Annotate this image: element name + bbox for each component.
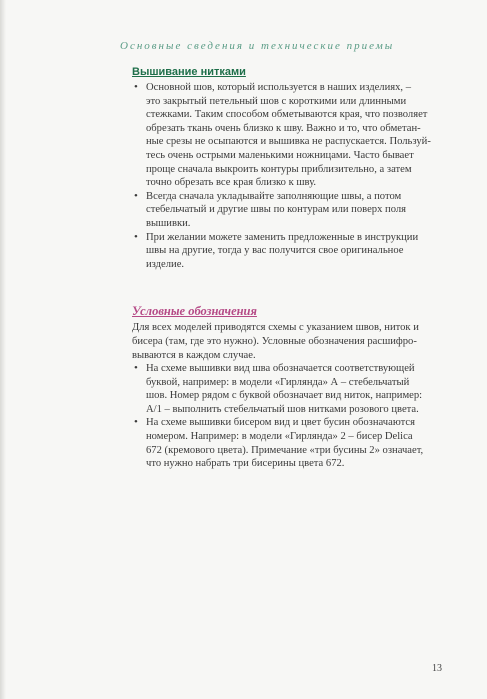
text-line: это закрытый петельный шов с короткими или длинными <box>146 95 407 107</box>
bullet-marker: • <box>134 189 138 202</box>
text-line: проще сначала выкроить контуры приблизительно, а затем <box>146 163 412 175</box>
text-line: вышивки. <box>146 217 191 229</box>
text-line: На схеме вышивки бисером вид и цвет бусин обозначаются <box>146 417 415 429</box>
text-line: швы на другие, тогда у вас получится свое оригинальное <box>146 245 404 257</box>
page-number: 13 <box>432 663 442 674</box>
text-line: номером. Например: в модели «Гирлянда» 2 – бисер Delica <box>146 431 413 443</box>
page-content <box>132 66 462 471</box>
text-line: стебельчатый и другие швы по контурам или поверх поля <box>146 204 407 216</box>
section2-bullet-list <box>132 362 462 471</box>
text-line: точно обрезать все края близко к шву. <box>146 177 317 189</box>
text-line: Для всех моделей приводятся схемы с указанием швов, ниток и <box>132 322 419 334</box>
running-header: Основные сведения и технические приемы <box>120 40 395 52</box>
text-line: ные срезы не осыпаются и вышивка не распускается. Пользуй- <box>146 136 431 148</box>
section-gap <box>132 271 462 304</box>
text-line: На схеме вышивки вид шва обозначается соответствующей <box>146 363 415 375</box>
list-item <box>132 81 462 190</box>
text-line: что нужно набрать три бисерины цвета 672. <box>146 458 345 470</box>
section-heading-embroidery-threads: Вышивание нитками <box>132 66 246 78</box>
list-item <box>132 231 462 272</box>
text-line: А/1 – выполнить стебельчатый шов нитками розового цвета. <box>146 403 419 415</box>
text-line: буквой, например: в модели «Гирлянда» А – стебельчатый <box>146 376 410 388</box>
bullet-marker: • <box>134 81 138 93</box>
section2-intro-paragraph <box>132 321 462 362</box>
bullet-marker: • <box>134 362 138 375</box>
section1-bullet-list <box>132 81 462 271</box>
list-item <box>132 416 462 470</box>
text-line: шов. Номер рядом с буквой обозначает вид ниток, например: <box>146 390 423 402</box>
text-line: вываются в каждом случае. <box>132 349 256 361</box>
bullet-marker: • <box>134 416 138 429</box>
section-heading-legend: Условные обозначения <box>132 304 257 319</box>
text-line: стежками. Таким способом обметываются края, что позволяет <box>146 109 428 121</box>
text-line: Основной шов, который используется в наших изделиях, – <box>146 82 412 93</box>
text-line: тесь очень острыми маленькими ножницами. Часто бывает <box>146 149 414 161</box>
page-edge-shadow <box>0 0 6 699</box>
list-item <box>132 190 462 231</box>
text-line: При желании можете заменить предложенные в инструкции <box>146 231 419 243</box>
list-item <box>132 362 462 416</box>
text-line: Всегда сначала укладывайте заполняющие швы, а потом <box>146 190 402 202</box>
bullet-marker: • <box>134 230 138 243</box>
text-line: изделие. <box>146 258 185 270</box>
text-line: 672 (кремового цвета). Примечание «три бусины 2» означает, <box>146 444 424 456</box>
text-line: обрезать ткань очень близко к шву. Важно и то, что обметан- <box>146 122 421 134</box>
text-line: бисера (там, где это нужно). Условные обозначения расшифро- <box>132 335 417 347</box>
